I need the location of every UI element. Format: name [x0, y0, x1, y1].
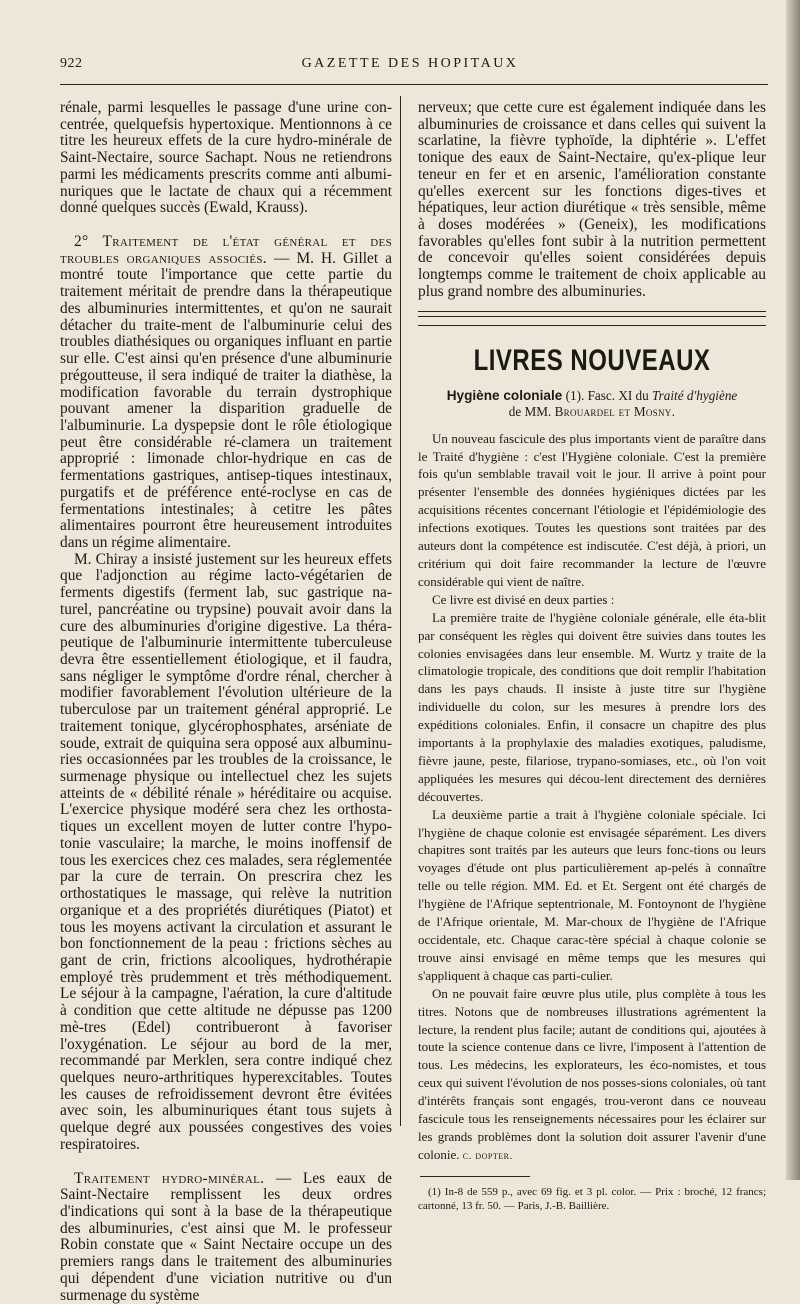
page-header [60, 56, 760, 78]
running-title: GAZETTE DES HOPITAUX [301, 56, 519, 71]
footnote-rule [420, 1176, 530, 1177]
footnote-ref: (1). [562, 387, 585, 403]
section-divider [418, 311, 766, 317]
book-fascicle: Fasc. XI du [584, 387, 653, 403]
section-title: LIVRES NOUVEAUX [473, 343, 711, 377]
section-paragraph [60, 234, 392, 552]
left-column [60, 100, 392, 1304]
book-series: Traité d'hygiène [652, 387, 738, 403]
book-heading [418, 388, 766, 420]
paragraph: rénale, parmi lesquelles le passage d'une urine con-centrée, quelquefsis hypertoxique. Mentionnons à ce titre les heureux effets de la cure hydro-minérale de Saint-Nectaire, source Sachapt. Nous ne retiendrons parmi les médicaments prescrits comme anti albumi-nuriques que le lactate de chaux qui a récemment donné quelques succès (Ewald, Krauss). [60, 99, 392, 217]
paragraph-text: — Les eaux de Saint-Nectaire remplissent les deux ordres d'indications qui sont à la base de la thérapeutique des albuminuries, c'est ainsi que M. le professeur Robin constate que « Saint Nectaire occupe un des premiers rangs dans le traitement des albuminuries qui dépendent d'une viciation nutritive ou d'un surmenage du système [60, 1169, 392, 1304]
footnote [418, 1185, 766, 1213]
right-column [418, 100, 766, 1213]
section-heading: Traitement hydro-minéral. [74, 1169, 265, 1187]
review-text: On ne pouvait faire œuvre plus utile, plus complète à tous les titres. Notons que de nombreuses illustrations agrémentent la lecture, la rendent plus facile; autant de conditions qui, ajoutées à toute la science contenue dans ce livre, l'imposent à l'attention de tous. Les médecins, les explorateurs, les éco-nomistes, et tous ceux qui suivent l'évolution de nos posses-sions coloniales, où tant d'intérêts français sont engagés, trou-veront dans ce nouveau fascicule tous les renseignements nécessaires pour les éclairer sur les grands problèmes dont la solution doit assurer l'avenir d'une colonie. [418, 985, 766, 1162]
review-paragraph: Un nouveau fascicule des plus importants vient de paraître dans le Traité d'hygiène : c'est l'Hygiène coloniale. C'est la première fois qu'un semblable travail voit le jour. Il arrive à point pour présenter l'ensemble des données hygiéniques dictées par les acquisitions récentes concernant l'étiologie et l'épidémiologie des infections exotiques. Toutes les questions sont traitées par des auteurs dont la compétence est indiscutée. C'est déjà, à priori, un critérium qui doit faire recommander la lecture de l'œuvre considérable qui vient de naître. [418, 430, 766, 589]
column-rule [400, 96, 401, 1126]
page-number: 922 [60, 56, 83, 71]
section-heading: 2° Traitement de l'état général et des troubles organiques associés. [60, 233, 392, 267]
book-review [418, 430, 766, 1166]
review-paragraph: La deuxième partie a trait à l'hygiène coloniale spéciale. Ici l'hygiène de chaque colonie est envisagée séparément. Les divers chapitres sont traités par les auteurs que leurs fonc-tions ou leurs voyages d'étude ont plus particulièrement ap-pelés à connaître telle ou telle région. MM. Ed. et Et. Sergent ont été chargés de l'hygiène de l'Afrique septentrionale, M. Fontoynont de l'hygiène de l'Afrique orientale, M. Mar-choux de l'hygiène de l'Afrique occidentale, etc. Chaque carac-tère spécial à chaque colonie se trouve ainsi envisagé en même temps que les mesures qui s'appliquent à chaque cas parti-culier. [418, 806, 766, 983]
review-paragraph: La première traite de l'hygiène coloniale générale, elle éta-blit par conséquent les règles qui doivent être suivies dans toutes les colonies envisagées dans leur ensemble. M. Wurtz y traite de la climatologie tropicale, des conditions que doit remplir l'habitation dans les pays chauds. Il insiste à juste titre sur l'hygiène individuelle du colon, sur les mesures à prendre lors des expéditions coloniales. Enfin, il consacre un chapitre des plus importants à la prophylaxie des maladies exotiques, paludisme, fièvre jaune, peste, filariose, trypano-somiases, etc., où l'on voit appliquées les mesures qui décou-lent directement des dernières découvertes. [418, 609, 766, 804]
book-title: Hygiène coloniale [446, 387, 563, 403]
review-paragraph [418, 985, 766, 1166]
authors-prefix: de MM. [508, 403, 555, 419]
book-authors: Brouardel et Mosny. [554, 403, 676, 419]
section-divider-thin [418, 325, 766, 326]
review-paragraph: Ce livre est divisé en deux parties : [432, 591, 615, 607]
paragraph-text: — M. H. Gillet a montré toute l'importance que cette partie du traitement méritait de prendre dans la thérapeutique des albuminuries intermittentes, et qu'on ne saurait détacher du traite-ment de l'albuminurie celui des troubles diathésiques ou organiques influant en partie sur elle. C'est ainsi qu'en présence d'une albuminurie prégoutteuse, il sera indiqué de traiter la diathèse, la modification favorable du terrain dystrophique pouvant amener la disparition graduelle de l'albuminurie. La dyspepsie dont le rôle étiologique peut être considérable ré-clamera un traitement approprié : limonade chlor-hydrique en cas de fermentations gastriques, antisep-tiques intestinaux, purgatifs et de préférence enté-roclyse en cas de fermentations intestinales; à cetitre les pâtes alimentaires pourront être heureusement introduites dans un régime alimentaire. [60, 249, 392, 551]
review-signature: c. dopter. [462, 1149, 513, 1162]
footnote-text: (1) In-8 de 559 p., avec 69 fig. et 3 pl. color. — Prix : broché, 12 francs; cartonné, 13 fr. 50. — Paris, J.-B. Baillière. [418, 1185, 766, 1212]
paragraph: nerveux; que cette cure est également indiquée dans les albuminuries de croissance et dans celles qui suivent la scarlatine, la fièvre typhoïde, la diphtérie ». L'effet tonique des eaux de Saint-Nectaire, qu'ex-plique leur teneur en fer et en arsenic, l'amélioration constante qu'elles exercent sur les fonctions diges-tives et hépatiques, leur action diurétique « très sensible, même à doses modérées » (Geneix), les modifications favorables qu'elles font subir à la nutrition permettent de concevoir qu'elles soient considérées depuis longtemps comme le traitement de choix applicable au plus grand nombre des albuminuries. [418, 99, 766, 300]
header-rule [60, 84, 768, 85]
continued-article [418, 100, 766, 301]
paragraph: M. Chiray a insisté justement sur les heureux effets que l'adjonction au régime lacto-végétarien de ferments digestifs (ferment lab, suc gastrique na-turel, pancréatine ou trypsine) pouvait avoir dans la cure des albuminuries d'origine digestive. La théra-peutique de l'albuminurie intermittente tuberculeuse devra être essentiellement étiologique, et il faudra, sans négliger le symptôme d'ordre rénal, chercher à modifier favorablement l'évolution ultérieure de la tuberculose par un traitement général approprié. Le traitement tonique, glycérophosphates, arséniate de soude, extrait de quiquina sera opposé aux albuminu-ries occasionnées par les troubles de la croissance, le surmenage physique ou intellectuel chez les sujets atteints de « débilité rénale » héréditaire ou acquise. L'exercice physique modéré sera chez les orthosta-tiques un excellent moyen de lutter contre l'hypo-tonie vasculaire; la marche, le moins inoffensif de tous les exercices chez ces malades, sera réglementée par la cure de terrain. On prescrira chez les orthostatiques le massage, qui relève la nutrition organique et a des propriétés diurétiques (Piatot) et tous les moyens activant la circulation et assurant le bon fonctionnement de la peau : frictions sèches au gant de crin, frictions alcooliques, hydrothérapie employé très prudemment et très méthodiquement. Le séjour à la campagne, l'aération, la cure d'altitude à condition que cette altitude ne dépusse pas 1200 mè-tres (Edel) contribueront à favoriser l'oxygénation. Le séjour au bord de la mer, recommandé par Merklen, sera contre indiqué chez quelques neuro-arthritiques hyperexcitables. Toutes les causes de refroidissement devront être évitées avec soin, les albuminuriques étant tous sujets à quelque degré aux poussées congestives des voies respiratoires. [60, 550, 392, 1153]
section-paragraph [60, 1171, 392, 1304]
page-binding-shadow [786, 0, 800, 1180]
